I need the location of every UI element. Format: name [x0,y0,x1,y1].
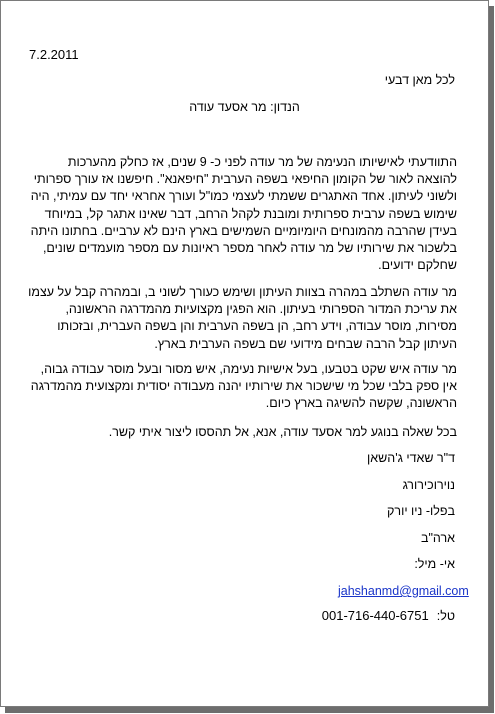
signer-title: נוירוכירורג [402,478,455,492]
email-label: אי- מיל: [414,557,455,571]
body-paragraph: בכל שאלה בנוגע למר אסעד עודה, אנא, אל תהססו ליצור איתי קשר. [108,425,457,439]
signer-location: בפלו- ניו יורק [387,504,455,518]
tel-label: טל: [436,609,455,623]
signer-name: ד"ר שאדי ג'השאן [367,451,455,465]
email-link[interactable]: jahshanmd@gmail.com [338,584,469,598]
subject-line: הנדון: מר אסעד עודה [189,100,300,114]
body-paragraph: התוודעתי לאישיותו הנעימה של מר עודה לפני כ- 9 שנים, אז כחלק מהערכות להוצאה לאור של הקומון החיפאי בשפה הערבית "חיפאנא". חיפשנו אז עורך ספרותי ולשוני לעיתון. אחד האתגרים ששמתי לעצמי כמו"ל ועורך אחראי יחד עם עמיתי, היה שימוש בשפה ערבית ספרותית ומובנת לקהל הרחב, דבר שאינו אתגר קל, במיוחד בעידן שהרבה מהמונחים היומיומיים השמישים בארץ הינם לא ערביים. בחתונו היתה בלשכור את שירותיו של מר עודה לאחר מספר ראיונות עם מספר מועמדים שונים, שחלקם ידועים. [30,155,457,273]
letter-date: 7.2.2011 [29,47,79,62]
tel-number: 001-716-440-6751 [321,608,429,623]
signer-country: ארה"ב [421,531,455,545]
telephone-row [322,608,455,623]
body-paragraph: מר עודה איש שקט בטבעו, בעל אישיות נעימה, איש מסור ובעל מוסר עבודה גבוה, אין ספק בלבי שכל מי שישכור את שירותיו יהנה מעבודה יסודית ומקצועית מהמדרגה הראשונה, שקשה להשיגה בארץ כיום. [30,362,457,411]
body-paragraph: מר עודה השתלב במהרה בצוות העיתון ושימש כעורך לשוני ב, ובמהרה קבל על עצמו את עריכת המדור הספרותי בעיתון. הוא הפגין מקצועיות מהמדרגה הראשונה, מסירות, מוסר עבודה, וידע רחב, הן בשפה הערבית והן בשפה העברית, ובזכותו העיתון קבל הרבה שבחים מידועי שם בשפה הערבית בארץ. [28,285,457,351]
recipient-line: לכל מאן דבעי [384,73,455,87]
